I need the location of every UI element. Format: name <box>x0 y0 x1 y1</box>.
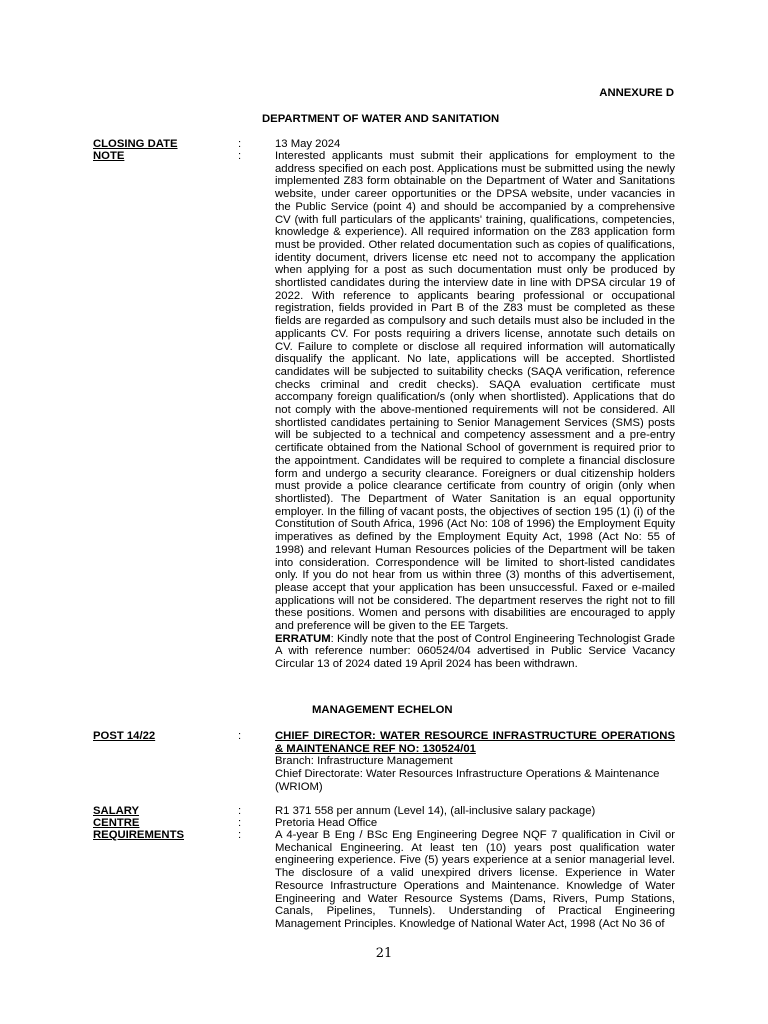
salary-colon: : <box>238 805 242 817</box>
department-heading: DEPARTMENT OF WATER AND SANITATION <box>262 113 500 125</box>
requirements-text: A 4-year B Eng / BSc Eng Engineering Degree NQF 7 qualification in Civil or Mechanical Engineering. At least ten (10) years post qualification water engineering experience. Five (5) years experience at a senior managerial level. The disclosure of a valid unexpired drivers license. Experience in Water Resource Infrastructure Operations and Maintenance. Knowledge of Water Engineering and Water Resource Systems (Dams, Rivers, Pump Stations, Canals, Pipelines, Tunnels). Understanding of Practical Engineering Management Principles. Knowledge of National Water Act, 1998 (Act No 36 of <box>275 829 675 930</box>
closing-date-colon: : <box>238 138 242 150</box>
note-section <box>275 150 675 671</box>
requirements-colon: : <box>238 829 242 841</box>
post-section <box>275 730 675 794</box>
erratum-paragraph <box>275 633 675 671</box>
post-colon: : <box>238 730 242 742</box>
closing-date-value: 13 May 2024 <box>275 138 341 150</box>
post-chief-directorate: Chief Directorate: Water Resources Infrastructure Operations & Maintenance (WRIOM) <box>275 768 660 793</box>
erratum-text: : Kindly note that the post of Control Engineering Technologist Grade A with reference number: 060524/04 advertised in Public Service Vacancy Circular 13 of 2024 dated 19 April 2024 has been withdrawn. <box>275 632 675 671</box>
closing-date-label: CLOSING DATE <box>93 138 178 150</box>
salary-label: SALARY <box>93 805 140 817</box>
annexure-heading: ANNEXURE D <box>599 87 674 99</box>
salary-value: R1 371 558 per annum (Level 14), (all-inclusive salary package) <box>275 805 596 817</box>
page-number: 21 <box>375 946 393 961</box>
note-text: Interested applicants must submit their applications for employment to the address specified on each post. Applications must be submitted using the newly implemented Z83 form obtainable on the Department of Water and Sanitations website, under career opportunities or the DPSA website, under vacancies in the Public Service (point 4) and should be accompanied by a comprehensive CV (with full particulars of the applicants' training, qualifications, competencies, knowledge & experience). All required information on the Z83 application form must be provided. Other related documentation such as copies of qualifications, identity document, drivers license etc need not to accompany the application when applying for a post as such documentation must only be produced by shortlisted candidates during the interview date in line with DPSA circular 19 of 2022. With reference to applicants bearing professional or occupational registration, fields provided in Part B of the Z83 must be completed as these fields are regarded as compulsory and such details must also be included in the applicants CV. For posts requiring a drivers license, annotate such details on CV. Failure to complete or disclose all required information will automatically disqualify the applicant. No late, applications will be accepted. Shortlisted candidates will be subjected to suitability checks (SAQA verification, reference checks criminal and credit checks). SAQA evaluation certificate must accompany foreign qualification/s (only when shortlisted). Applications that do not comply with the above-mentioned requirements will not be considered. All shortlisted candidates pertaining to Senior Management Services (SMS) posts will be subjected to a technical and competency assessment and a pre-entry certificate obtained from the National School of government is required prior to the appointment. Candidates will be required to complete a financial disclosure form and undergo a security clearance. Foreigners or dual citizenship holders must provide a police clearance certificate from country of origin (only when shortlisted). The Department of Water Sanitation is an equal opportunity employer. In the filling of vacant posts, the objectives of section 195 (1) (i) of the Constitution of South Africa, 1996 (Act No: 108 of 1996) the Employment Equity imperatives as defined by the Employment Equity Act, 1998 (Act No: 55 of 1998) and relevant Human Resources policies of the Department will be taken into consideration. Correspondence will be limited to short-listed candidates only. If you do not hear from us within three (3) months of this advertisement, please accept that your application has been unsuccessful. Faxed or e-mailed applications will not be considered. The department reserves the right not to fill these positions. Women and persons with disabilities are encouraged to apply and preference will be given to the EE Targets. <box>275 150 675 633</box>
requirements-label: REQUIREMENTS <box>93 829 185 841</box>
management-echelon-heading: MANAGEMENT ECHELON <box>312 704 453 716</box>
erratum-label: ERRATUM <box>275 632 331 645</box>
centre-label: CENTRE <box>93 817 140 829</box>
post-branch: Branch: Infrastructure Management <box>275 755 453 768</box>
note-colon: : <box>238 150 242 162</box>
post-title: CHIEF DIRECTOR: WATER RESOURCE INFRASTRUCTURE OPERATIONS & MAINTENANCE REF NO: 130524/01 <box>275 730 675 755</box>
centre-value: Pretoria Head Office <box>275 817 378 829</box>
note-label: NOTE <box>93 150 125 162</box>
post-label: POST 14/22 <box>93 730 156 742</box>
centre-colon: : <box>238 817 242 829</box>
